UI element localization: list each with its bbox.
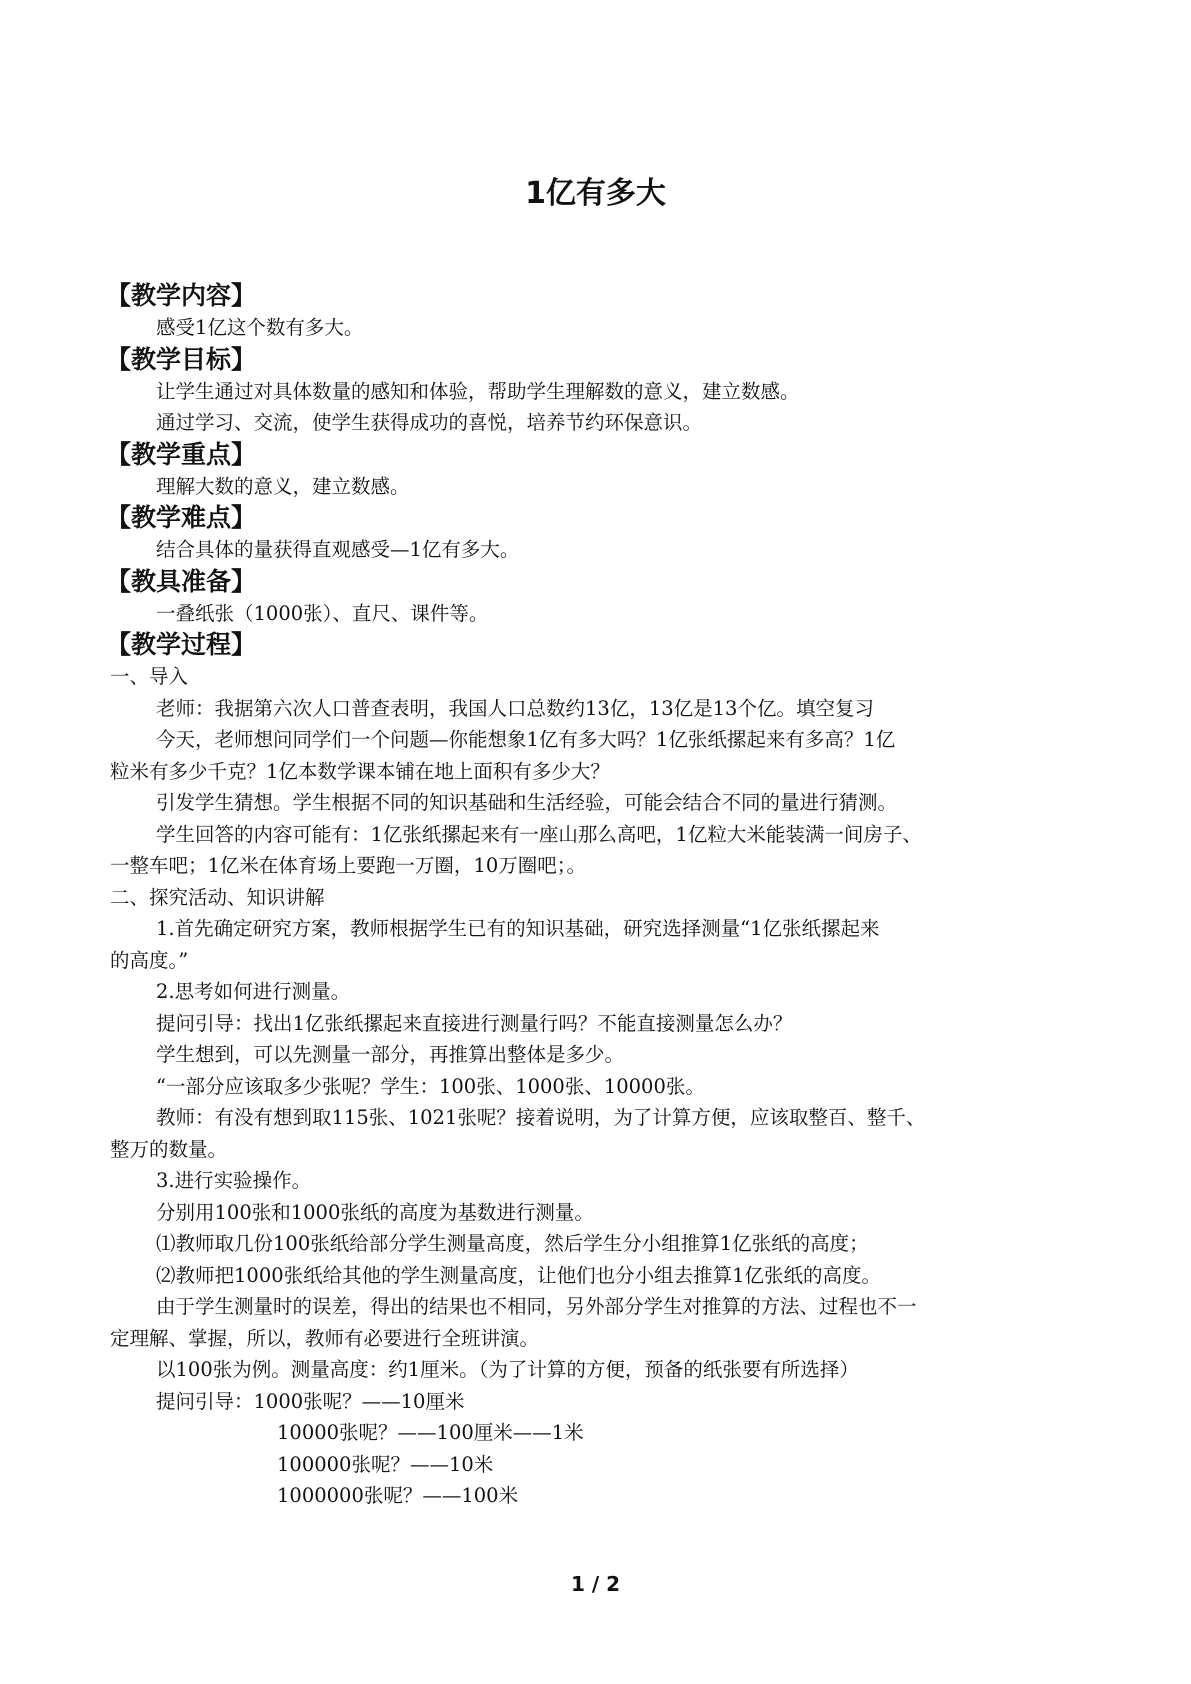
paragraph: 理解大数的意义，建立数感。 bbox=[156, 474, 410, 498]
paragraph: 10000张呢？——100厘米——1米 bbox=[277, 1421, 584, 1444]
page-number: 1 / 2 bbox=[570, 1572, 621, 1596]
paragraph: 1.首先确定研究方案，教师根据学生已有的知识基础，研究选择测量“1亿张纸摞起来 bbox=[156, 917, 880, 940]
page-title: 1亿有多大 bbox=[525, 176, 666, 211]
section-heading-tools: 【教具准备】 bbox=[106, 566, 257, 596]
paragraph: 引发学生猜想。学生根据不同的知识基础和生活经验，可能会结合不同的量进行猜测。 bbox=[156, 791, 898, 814]
paragraph: 以100张为例。测量高度：约1厘米。（为了计算的方便，预备的纸张要有所选择） bbox=[156, 1358, 859, 1381]
paragraph: 今天，老师想问同学们一个问题—你能想象1亿有多大吗？1亿张纸摞起来有多高？1亿 bbox=[156, 728, 896, 751]
paragraph: ⑵教师把1000张纸给其他的学生测量高度，让他们也分小组去推算1亿张纸的高度。 bbox=[156, 1263, 882, 1287]
paragraph: 100000张呢？——10米 bbox=[277, 1452, 494, 1476]
paragraph: 一叠纸张（1000张）、直尺、课件等。 bbox=[156, 601, 489, 625]
paragraph-continuation: 一整车吧；1亿米在体育场上要跑一万圈，10万圈吧；。 bbox=[110, 854, 586, 877]
paragraph: 2.思考如何进行测量。 bbox=[156, 980, 351, 1003]
paragraph: 1000000张呢？——100米 bbox=[277, 1484, 519, 1507]
subsection-title: 一、导入 bbox=[110, 665, 189, 688]
paragraph: 学生回答的内容可能有：1亿张纸摞起来有一座山那么高吧，1亿粒大米能装满一间房子、 bbox=[156, 822, 922, 846]
paragraph: 由于学生测量时的误差，得出的结果也不相同，另外部分学生对推算的方法、过程也不一 bbox=[156, 1295, 917, 1318]
section-heading-process: 【教学过程】 bbox=[106, 630, 257, 659]
paragraph: 通过学习、交流，使学生获得成功的喜悦，培养节约环保意识。 bbox=[156, 411, 703, 434]
paragraph-continuation: 整万的数量。 bbox=[110, 1137, 228, 1161]
paragraph: 学生想到，可以先测量一部分，再推算出整体是多少。 bbox=[156, 1043, 625, 1066]
section-heading-difficulties: 【教学难点】 bbox=[106, 503, 257, 532]
paragraph: 结合具体的量获得直观感受—1亿有多大。 bbox=[156, 538, 520, 561]
paragraph: 让学生通过对具体数量的感知和体验，帮助学生理解数的意义，建立数感。 bbox=[156, 379, 800, 403]
paragraph: 提问引导：找出1亿张纸摞起来直接进行测量行吗？不能直接测量怎么办？ bbox=[156, 1011, 793, 1035]
paragraph-continuation: 的高度。” bbox=[110, 948, 189, 972]
paragraph-continuation: 粒米有多少千克？1亿本数学课本铺在地上面积有多少大？ bbox=[110, 759, 610, 783]
section-heading-goals: 【教学目标】 bbox=[106, 344, 257, 374]
paragraph: “一部分应该取多少张呢？学生：100张、1000张、10000张。 bbox=[156, 1074, 705, 1098]
paragraph: 分别用100张和1000张纸的高度为基数进行测量。 bbox=[156, 1200, 594, 1224]
paragraph: 3.进行实验操作。 bbox=[156, 1169, 312, 1192]
paragraph: 教师：有没有想到取115张、1021张呢？接着说明，为了计算方便，应该取整百、整千、 bbox=[156, 1106, 926, 1129]
paragraph-continuation: 定理解、掌握，所以，教师有必要进行全班讲演。 bbox=[110, 1326, 540, 1350]
document-body bbox=[106, 280, 1100, 1512]
section-heading-key-points: 【教学重点】 bbox=[106, 439, 257, 469]
paragraph: 感受1亿这个数有多大。 bbox=[156, 316, 364, 339]
section-heading-content: 【教学内容】 bbox=[106, 281, 257, 310]
subsection-title: 二、探究活动、知识讲解 bbox=[110, 885, 325, 909]
paragraph: ⑴教师取几份100张纸给部分学生测量高度，然后学生分小组推算1亿张纸的高度； bbox=[156, 1232, 869, 1255]
paragraph: 老师：我据第六次人口普查表明，我国人口总数约13亿，13亿是13个亿。填空复习 bbox=[156, 696, 874, 720]
paragraph: 提问引导：1000张呢？——10厘米 bbox=[156, 1389, 465, 1413]
